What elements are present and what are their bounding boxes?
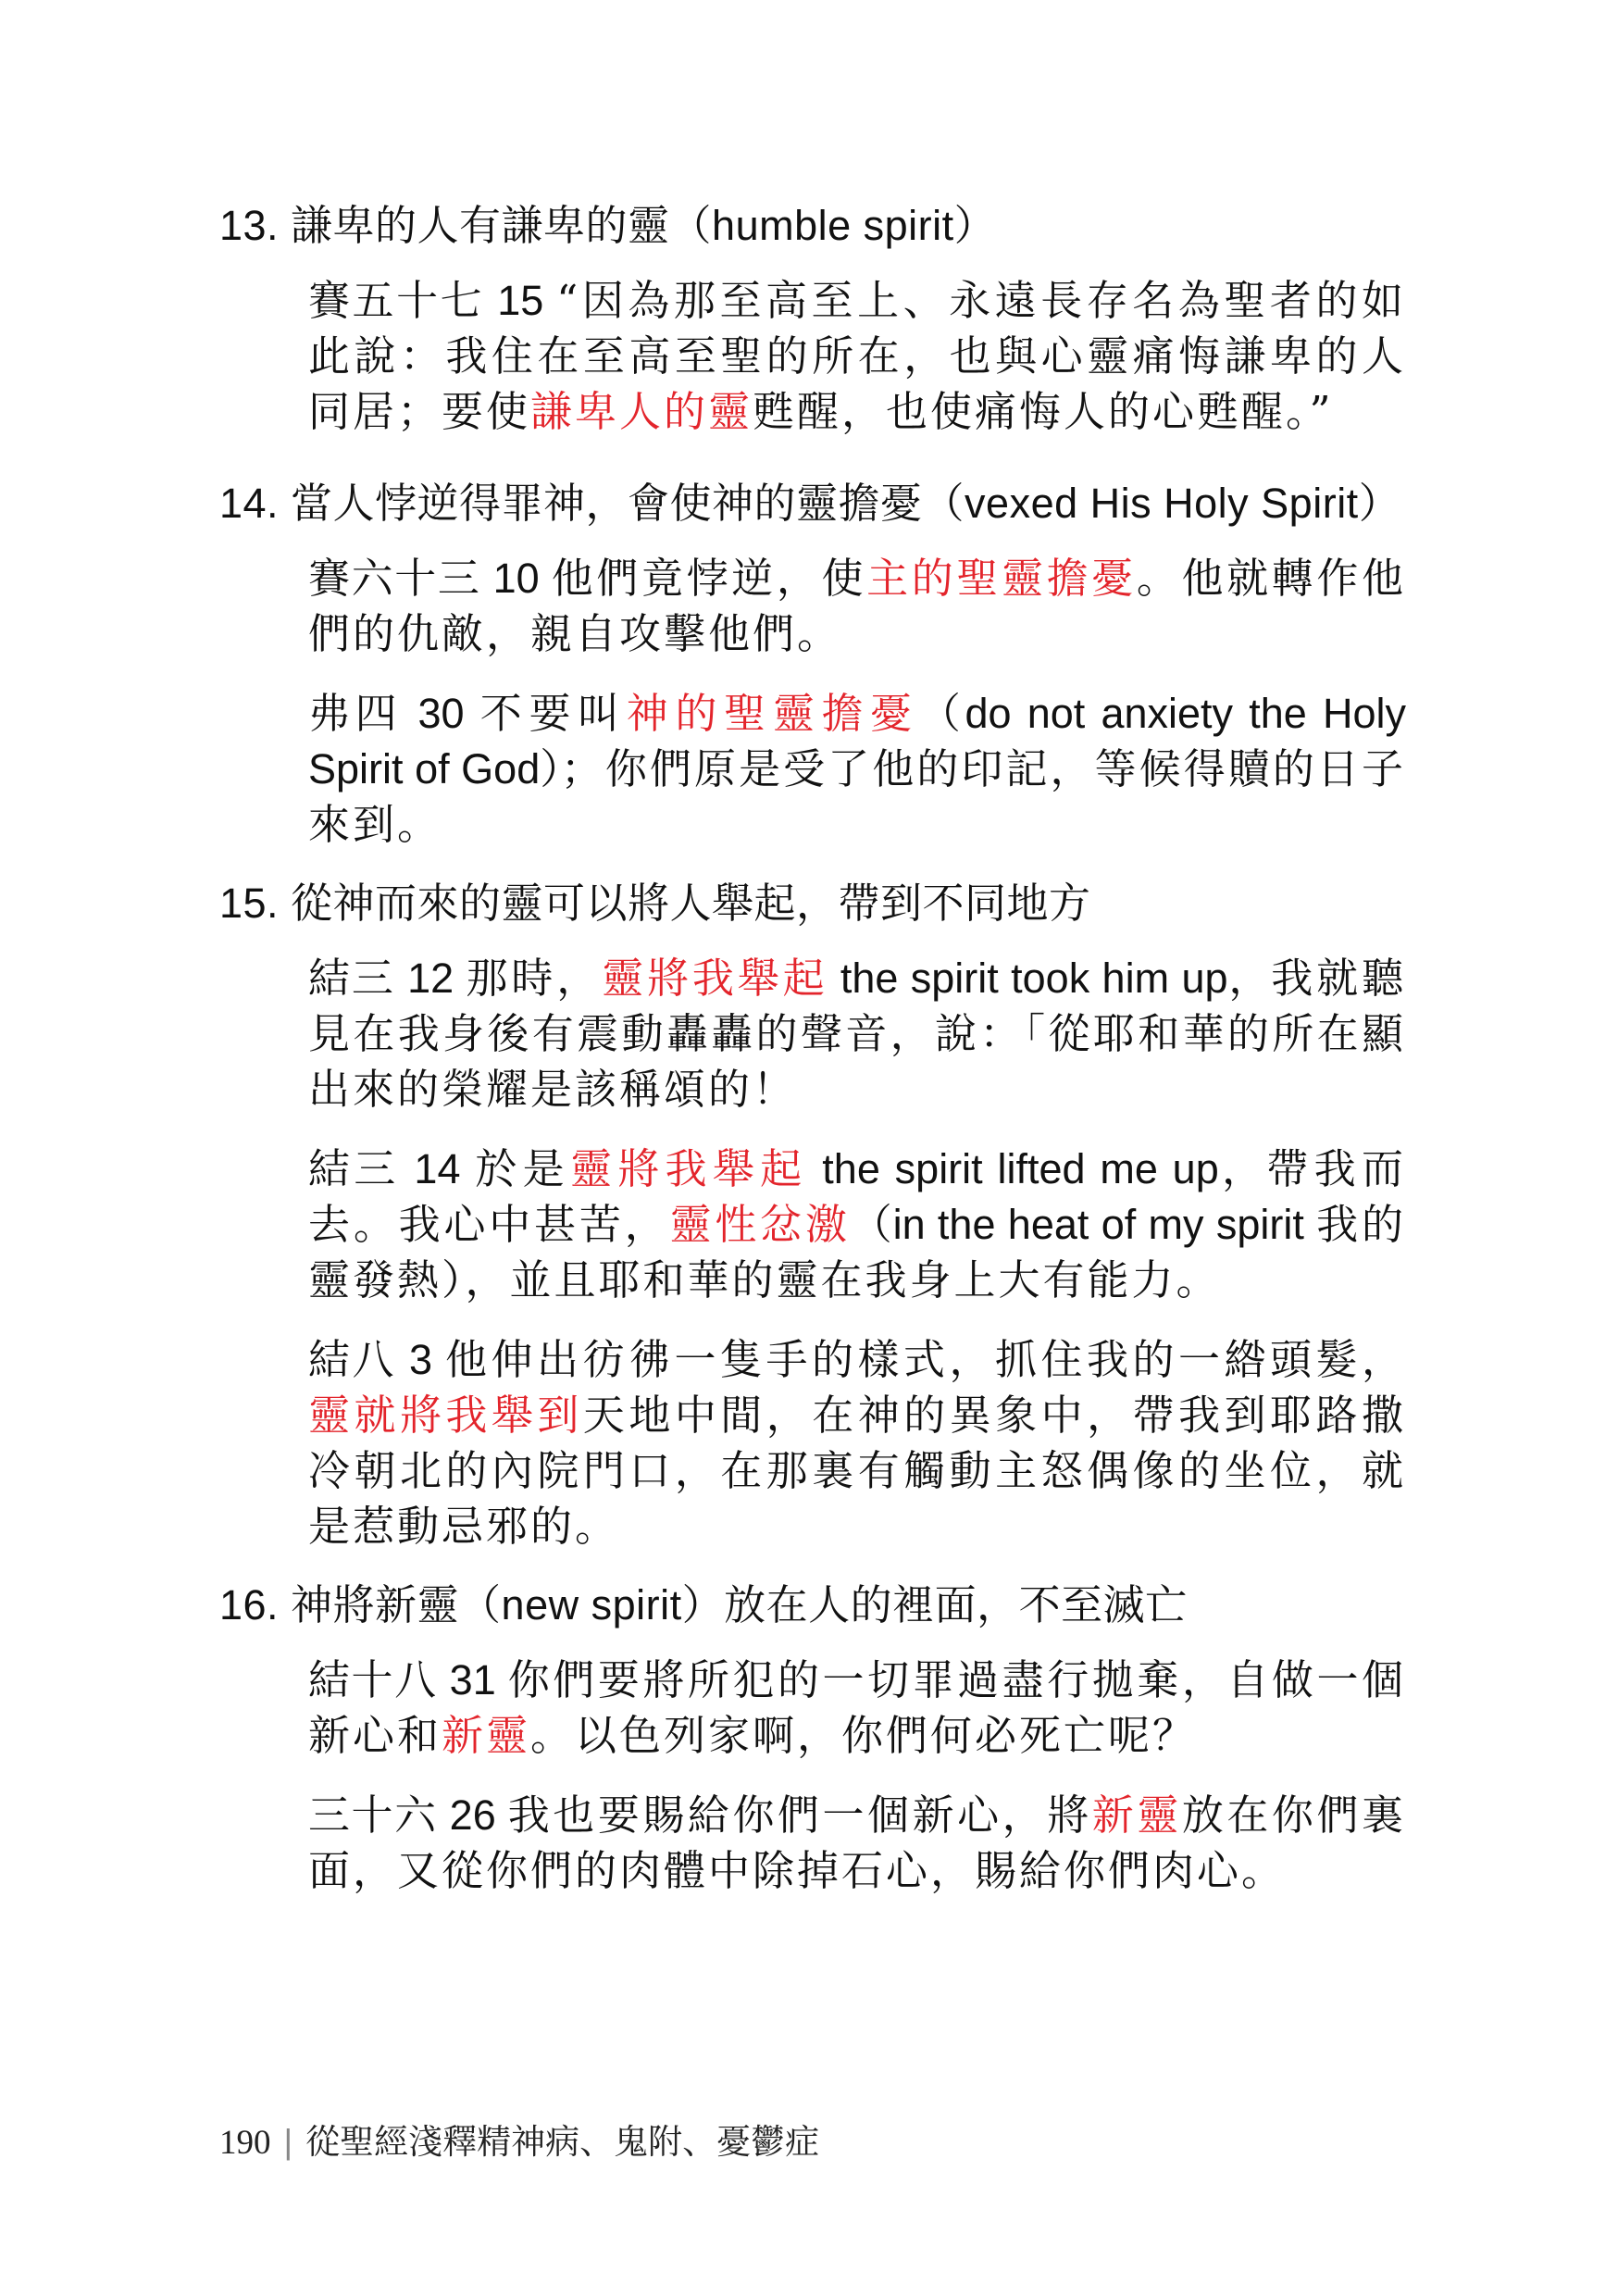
verse-number: 12 bbox=[394, 955, 467, 1002]
verse-number: 31 bbox=[437, 1656, 508, 1703]
verse-ezekiel-36-26 bbox=[308, 1788, 1406, 1899]
verse-text: 我也要賜給你們一個新心，將 bbox=[507, 1791, 1092, 1840]
highlighted-text: 主的聖靈擔憂 bbox=[866, 554, 1137, 603]
book-title: 從聖經淺釋精神病、鬼附、憂鬱症 bbox=[305, 2123, 820, 2161]
page-number: 190 bbox=[219, 2124, 271, 2162]
english-gloss: the spirit took him up， bbox=[828, 955, 1272, 1002]
verse-reference: 結八 bbox=[308, 1336, 396, 1383]
verse-isaiah-63-10 bbox=[308, 551, 1406, 662]
english-gloss: the spirit lifted me up， bbox=[807, 1145, 1267, 1192]
page-footer bbox=[219, 2114, 819, 2164]
verse-text: 他伸出彷彿一隻手的樣式，抓住我的一綹頭髮， bbox=[445, 1335, 1406, 1384]
section-heading-14: 14. 當人悖逆得罪神，會使神的靈擔憂（vexed His Holy Spirit） bbox=[219, 480, 1401, 527]
highlighted-text: 謙卑人的靈 bbox=[530, 387, 753, 436]
verse-reference: 三十六 bbox=[308, 1791, 438, 1839]
verse-reference: 結十八 bbox=[308, 1656, 438, 1703]
verse-reference: 結三 bbox=[308, 955, 395, 1002]
verse-ezekiel-8-3 bbox=[308, 1332, 1406, 1554]
verse-text-end: 我的靈發熱），並且耶和華的靈在我身上大有能力。 bbox=[308, 1200, 1406, 1304]
verse-text: 那時， bbox=[466, 954, 603, 1003]
verse-number: 15 bbox=[484, 277, 557, 324]
highlighted-text: 靈將我舉起 bbox=[569, 1144, 808, 1193]
highlighted-text: 神的聖靈擔憂 bbox=[626, 689, 919, 738]
verse-reference: 結三 bbox=[308, 1145, 400, 1192]
verse-ezekiel-3-14 bbox=[308, 1142, 1406, 1308]
verse-number: 30 bbox=[402, 690, 480, 737]
verse-number: 26 bbox=[437, 1791, 508, 1839]
verse-text-continued: 甦醒，也使痛悔人的心甦醒。” bbox=[753, 387, 1334, 436]
section-heading-15: 15. 從神而來的靈可以將人舉起，帶到不同地方 bbox=[219, 880, 1091, 927]
verse-text-continued: 我就聽見在我身後有震動轟轟的聲音，說：「從耶和華的所在顯出來的榮耀是該稱頌的！ bbox=[308, 954, 1406, 1114]
verse-reference: 賽六十三 bbox=[308, 555, 481, 602]
footer-separator: | bbox=[283, 2123, 293, 2161]
verse-text-continued: ；你們原是受了他的印記，等候得贖的日子來到。 bbox=[308, 744, 1406, 849]
section-heading-13: 13. 謙卑的人有謙卑的靈（humble spirit） bbox=[219, 202, 997, 249]
highlighted-text: 靈就將我舉到 bbox=[308, 1391, 583, 1440]
highlighted-text-2: 靈性忿激 bbox=[669, 1200, 851, 1249]
verse-text-continued: 。他就轉作他們的仇敵，親自攻擊他們。 bbox=[308, 554, 1406, 658]
highlighted-text: 靈將我舉起 bbox=[602, 954, 828, 1003]
verse-reference: 弗四 bbox=[308, 690, 403, 737]
verse-text-continued: 放在你們裏面，又從你們的肉體中除掉石心，賜給你們肉心。 bbox=[308, 1791, 1406, 1895]
verse-reference: 賽五十七 bbox=[308, 277, 485, 324]
english-gloss: （do not anxiety the Holy Spirit of God） bbox=[308, 690, 1406, 792]
verse-ezekiel-3-12 bbox=[308, 951, 1406, 1117]
verse-number: 10 bbox=[480, 555, 552, 602]
verse-isaiah-57-15 bbox=[308, 273, 1406, 440]
verse-text: “因為那至高至上、永遠長存名為聖者的如此說：我住在至高至聖的所在，也與心靈痛悔謙卑的人同居；要使 bbox=[308, 276, 1406, 436]
verse-ezekiel-18-31 bbox=[308, 1653, 1406, 1764]
verse-text-continued: 。以色列家啊，你們何必死亡呢？ bbox=[530, 1711, 1198, 1760]
verse-text-continued: 天地中間，在神的異象中，帶我到耶路撒冷朝北的內院門口，在那裏有觸動主怒偶像的坐位，就是惹動忌邪的。 bbox=[308, 1391, 1406, 1551]
english-gloss-2: （in the heat of my spirit bbox=[850, 1201, 1317, 1248]
section-heading-16: 16. 神將新靈（new spirit）放在人的裡面，不至滅亡 bbox=[219, 1581, 1188, 1628]
verse-text: 他們竟悖逆，使 bbox=[551, 554, 867, 603]
verse-ephesians-4-30 bbox=[308, 686, 1406, 853]
verse-number: 3 bbox=[396, 1336, 446, 1383]
verse-text: 於是 bbox=[475, 1144, 570, 1193]
verse-text-continued: 帶我而去。我心中甚苦， bbox=[308, 1144, 1406, 1249]
verse-number: 14 bbox=[399, 1145, 476, 1192]
verse-text: 不要叫 bbox=[479, 689, 627, 738]
highlighted-text: 新靈 bbox=[1091, 1791, 1182, 1840]
verse-text: 你們要將所犯的一切罪過盡行拋棄，自做一個新心和 bbox=[308, 1655, 1406, 1760]
main-content bbox=[219, 199, 1423, 1923]
highlighted-text: 新靈 bbox=[442, 1711, 531, 1760]
